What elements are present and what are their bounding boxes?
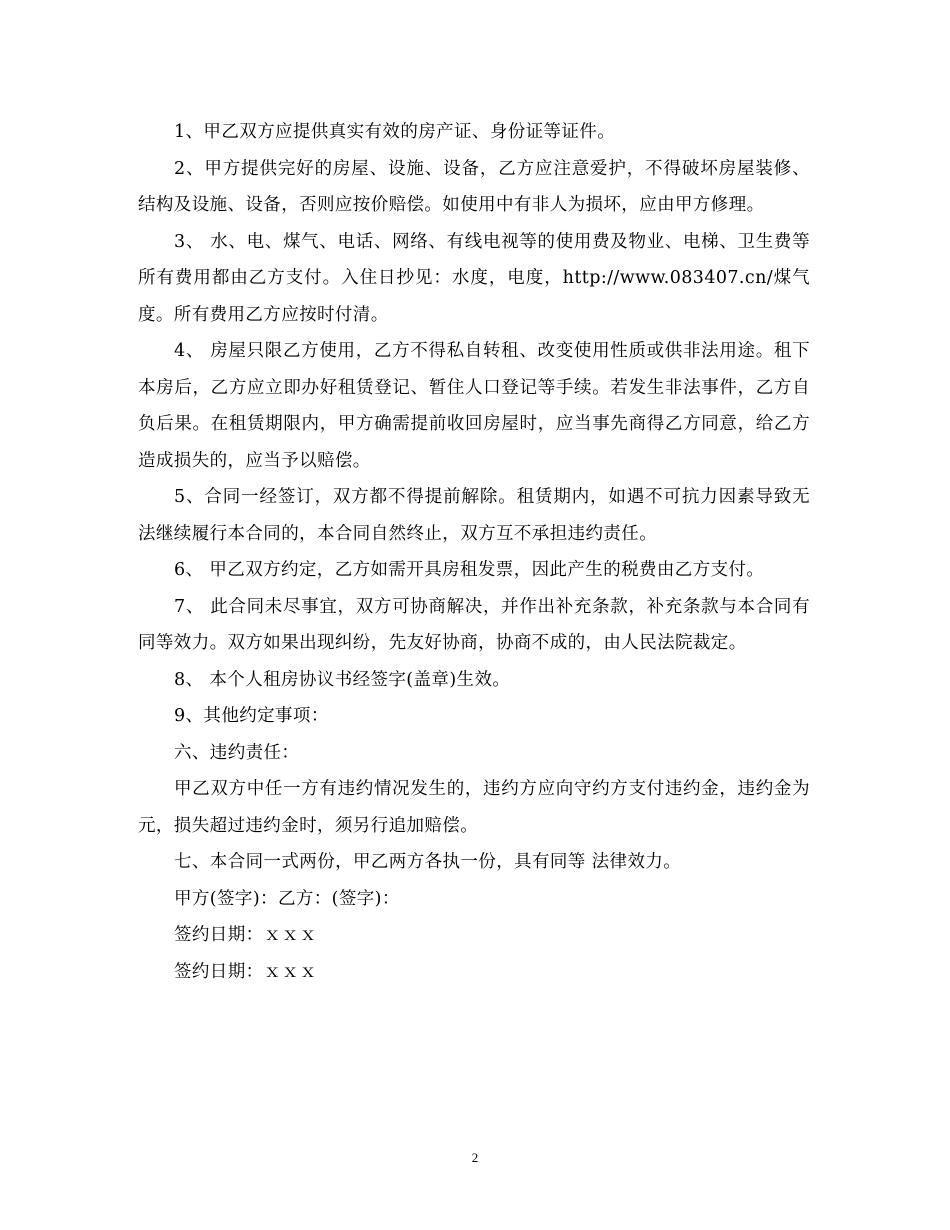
clause-5: 5、合同一经签订，双方都不得提前解除。租赁期内，如遇不可抗力因素导致无法继续履行本合同的，本合同自然终止，双方互不承担违约责任。 <box>138 487 810 544</box>
signature-line: 甲方(签字)：乙方：(签字)： <box>174 888 400 909</box>
clause-8: 8、 本个人租房协议书经签字(盖章)生效。 <box>174 669 511 690</box>
clause-9: 9、其他约定事项： <box>174 706 329 726</box>
clause-1: 1、甲乙双方应提供真实有效的房产证、身份证等证件。 <box>174 122 616 142</box>
clause-6: 6、 甲乙双方约定，乙方如需开具房租发票，因此产生的税费由乙方支付。 <box>174 560 765 580</box>
clause-7: 7、 此合同未尽事宜，双方可协商解决，并作出补充条款，补充条款与本合同有同等效力。双方如果出现纠纷，先友好协商，协商不成的，由人民法院裁定。 <box>138 596 810 653</box>
document-body <box>138 114 810 990</box>
sign-date-line: 签约日期：ｘｘｘ <box>174 961 318 982</box>
clause-2: 2、甲方提供完好的房屋、设施、设备，乙方应注意爱护，不得破坏房屋装修、结构及设施、设备，否则应按价赔偿。如使用中有非人为损坏，应由甲方修理。 <box>138 158 810 215</box>
clause-4: 4、 房屋只限乙方使用，乙方不得私自转租、改变使用性质或供非法用途。租下本房后，乙方应立即办好租赁登记、暂住人口登记等手续。若发生非法事件，乙方自负后果。在租赁期限内，甲方确需提前收回房屋时，应当事先商得乙方同意，给乙方造成损失的，应当予以赔偿。 <box>138 341 810 471</box>
section-copies: 七、本合同一式两份，甲乙两方各执一份，具有同等 法律效力。 <box>174 852 682 872</box>
breach-paragraph: 甲乙双方中任一方有违约情况发生的，违约方应向守约方支付违约金，违约金为元，损失超过违约金时，须另行追加赔偿。 <box>138 779 810 836</box>
sign-date-line: 签约日期：ｘｘｘ <box>174 925 318 945</box>
section-heading-breach: 六、违约责任： <box>174 742 300 763</box>
page-number: 2 <box>471 1150 479 1165</box>
clause-3: 3、 水、电、煤气、电话、网络、有线电视等的使用费及物业、电梯、卫生费等所有费用都由乙方支付。入住日抄见：水度，电度，http://www.083407.cn/煤气度。所有费用乙方应按时付清。 <box>138 231 810 325</box>
